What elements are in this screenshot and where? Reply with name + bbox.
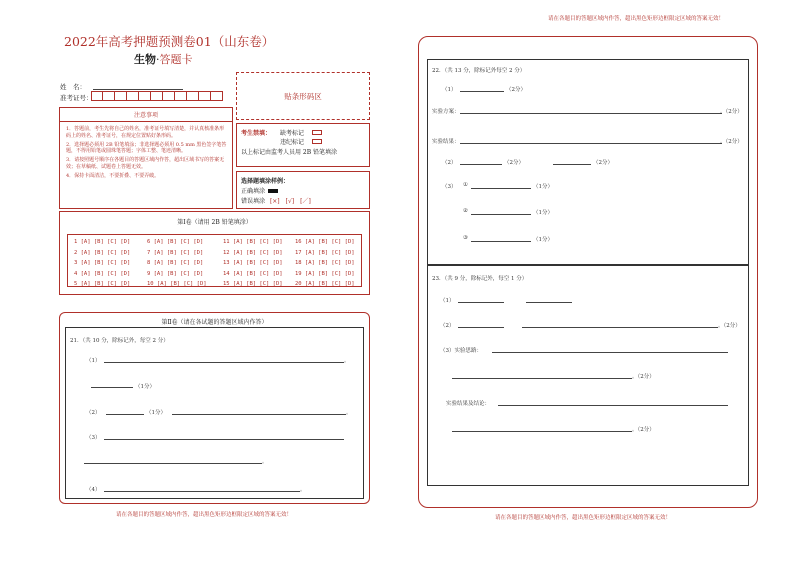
choice-q1[interactable]: 1 [A] [B] [C] [D] <box>74 239 131 246</box>
q22-c3-score: （1分） <box>533 237 553 243</box>
id-field <box>60 93 93 102</box>
notice-title: 注意事项 <box>60 108 232 122</box>
q23-p2-line-b[interactable] <box>522 327 718 328</box>
correct-fill <box>241 186 278 195</box>
card-label: 答题卡 <box>159 53 193 66</box>
q23-res-line-a[interactable] <box>498 405 728 406</box>
choice-row <box>74 237 355 248</box>
q22-plan: 实验方案： <box>432 109 460 115</box>
choice-row <box>74 258 355 269</box>
choice-q3[interactable]: 3 [A] [B] [C] [D] <box>74 260 131 267</box>
choice-q5[interactable]: 5 [A] [B] [C] [D] <box>74 281 131 288</box>
q21-p2-score: （1分） <box>146 410 166 416</box>
subject-dot: · <box>156 53 160 66</box>
choice-q17[interactable]: 17 [A] [B] [C] [D] <box>295 249 355 256</box>
q22-head: 22．（共 13 分，除标记外每空 2 分） <box>432 68 526 74</box>
q22-c3-line[interactable] <box>471 241 531 242</box>
notice-item-4: 4．保持卡面清洁，不要折叠、不要弄破。 <box>66 172 160 179</box>
q22-c2-line[interactable] <box>471 214 531 215</box>
q22-plan-line[interactable] <box>460 113 722 114</box>
q21-p3: （3） <box>86 435 101 441</box>
q21-p2: （2） <box>86 410 101 416</box>
q22-p2-score-a: （2分） <box>504 160 524 166</box>
q23-res: 实验结果及结论： <box>446 401 491 407</box>
choice-q8[interactable]: 8 [A] [B] [C] [D] <box>147 260 204 267</box>
q22-p1-answer-line[interactable] <box>460 91 504 92</box>
q23-head: 23．（共 9 分，除标记外，每空 1 分） <box>432 276 528 282</box>
q21-p1b-answer-line[interactable] <box>91 387 133 388</box>
top-notice: 请在各题目的答题区域内作答，超出黑色矩形边框限定区域的答案无效！ <box>548 16 725 22</box>
q22-result-line[interactable] <box>460 143 722 144</box>
q23-box <box>427 265 749 486</box>
right-page <box>418 36 758 521</box>
wrong-label: 错误填涂 <box>241 198 266 205</box>
q22-c1-score: （1分） <box>533 184 553 190</box>
q23-res-score: 。（2分） <box>632 427 655 433</box>
wrong-fill <box>241 196 311 205</box>
violation-mark[interactable] <box>280 137 322 146</box>
q22-c1-line[interactable] <box>471 188 531 189</box>
q23-p2-line-a[interactable] <box>458 327 504 328</box>
q21-p1-answer-line[interactable] <box>104 362 344 363</box>
q22-result-score: 。（2分） <box>720 139 743 145</box>
q22-p3: （3） <box>442 184 457 190</box>
correct-label: 正确填涂 <box>241 188 266 195</box>
q21-p2-answer-line-b[interactable] <box>172 414 346 415</box>
notice-item-3: 3．请按照题号顺序在各题目的答题区域内作答，超出区域书写的答案无效；在草稿纸、试题卷上答题无效。 <box>66 157 225 170</box>
q22-box <box>427 59 749 265</box>
q23-p1-line-a[interactable] <box>458 302 504 303</box>
q21-box <box>65 327 364 499</box>
choice-q16[interactable]: 16 [A] [B] [C] [D] <box>295 239 355 246</box>
choice-q11[interactable]: 11 [A] [B] [C] [D] <box>223 239 283 246</box>
q21-head: 21．（共 10 分，除标记外，每空 2 分） <box>70 338 169 344</box>
choice-q15[interactable]: 15 [A] [B] [C] [D] <box>223 281 283 288</box>
q22-p2: （2） <box>442 160 457 166</box>
q23-p3-line-b[interactable] <box>452 378 632 379</box>
q21-p1-end: 。 <box>344 358 350 364</box>
q22-p2-line-a[interactable] <box>460 164 502 165</box>
name-underline <box>93 89 183 90</box>
choice-q20[interactable]: 20 [A] [B] [C] [D] <box>295 281 355 288</box>
choice-row <box>74 248 355 259</box>
choice-q12[interactable]: 12 [A] [B] [C] [D] <box>223 249 283 256</box>
q22-c2: ② <box>463 208 468 214</box>
barcode-label: 贴条形码区 <box>284 92 322 101</box>
q21-p1-score: （1分） <box>135 384 155 390</box>
q23-p3-score: 。（2分） <box>632 374 655 380</box>
choice-q6[interactable]: 6 [A] [B] [C] [D] <box>147 239 204 246</box>
q21-p4-answer-line[interactable] <box>104 491 300 492</box>
choice-q13[interactable]: 13 [A] [B] [C] [D] <box>223 260 283 267</box>
q22-plan-score: 。（2分） <box>720 109 743 115</box>
fill-example-box <box>236 171 370 209</box>
choice-q10[interactable]: 10 [A] [B] [C] [D] <box>147 281 207 288</box>
choice-row <box>74 269 355 280</box>
absent-checkbox[interactable] <box>312 130 322 135</box>
choice-q4[interactable]: 4 [A] [B] [C] [D] <box>74 270 131 277</box>
choice-row <box>74 279 355 290</box>
q23-p1-line-b[interactable] <box>526 302 572 303</box>
violation-checkbox[interactable] <box>312 139 322 144</box>
id-label: 准考证号： <box>60 94 93 102</box>
q22-c2-score: （1分） <box>533 210 553 216</box>
choice-grid <box>67 234 362 287</box>
absent-label: 缺考标记 <box>280 130 305 137</box>
violation-label: 违纪标记 <box>280 139 305 146</box>
wrong-marks: [×] [√] [／] <box>269 198 311 205</box>
correct-fill-mark <box>268 189 278 193</box>
choice-q2[interactable]: 2 [A] [B] [C] [D] <box>74 249 131 256</box>
q22-result: 实验结果： <box>432 139 460 145</box>
q21-p4-end: 。 <box>300 487 306 493</box>
q21-p2-answer-line-a[interactable] <box>106 414 144 415</box>
barcode-area <box>236 72 370 120</box>
choice-q14[interactable]: 14 [A] [B] [C] [D] <box>223 270 283 277</box>
id-boxes[interactable] <box>91 91 223 101</box>
page-title: 2022年高考押题预测卷01（山东卷） <box>64 34 275 49</box>
left-footer-notice: 请在各题目的答题区域内作答，超出黑色矩形边框限定区域的答案无效！ <box>116 512 293 518</box>
notice-item-1: 1．答题前，考生先将自己的姓名，准考证号填写清楚，并认真核准条形码上的姓名、准考证号，在规定位置贴好条形码。 <box>66 126 225 139</box>
q22-p1-score: （2分） <box>506 87 526 93</box>
q21-p3-answer-line-a[interactable] <box>104 439 344 440</box>
exam-mark-note: 以上标记由监考人员用 2B 铅笔填涂 <box>241 149 338 156</box>
choice-q18[interactable]: 18 [A] [B] [C] [D] <box>295 260 355 267</box>
q23-p2-score: 。（2分） <box>718 323 741 329</box>
q23-p2: （2） <box>440 323 455 329</box>
section2-box <box>59 312 370 504</box>
q22-p2-line-b[interactable] <box>553 164 591 165</box>
q22-c3: ③ <box>463 235 468 241</box>
q21-p2-end: 。 <box>346 410 352 416</box>
name-field[interactable] <box>60 82 86 91</box>
q21-p3-end: 。 <box>262 459 268 465</box>
section2-title: 第Ⅱ卷（请在各试题的答题区域内作答） <box>161 319 268 326</box>
absent-mark[interactable] <box>280 128 322 137</box>
name-label: 姓 名： <box>60 83 86 91</box>
section1-box <box>59 211 370 295</box>
section1-title: 第Ⅰ卷（请用 2B 铅笔填涂） <box>177 219 252 226</box>
exam-mark-box <box>236 123 370 167</box>
notice-box <box>59 107 233 209</box>
q22-c1: ① <box>463 182 468 188</box>
subject-name: 生物 <box>134 53 156 66</box>
q23-res-line-b[interactable] <box>452 431 632 432</box>
q22-p1: （1） <box>442 87 457 93</box>
q21-p3-answer-line-b[interactable] <box>84 463 262 464</box>
q23-p3-line-a[interactable] <box>492 352 728 353</box>
right-footer-notice: 请在各题目的答题区域内作答，超出黑色矩形边框限定区域的答案无效！ <box>495 515 672 521</box>
choice-q19[interactable]: 19 [A] [B] [C] [D] <box>295 270 355 277</box>
q21-p1: （1） <box>86 358 101 364</box>
q21-p4: （4） <box>86 487 101 493</box>
q23-p1: （1） <box>440 298 455 304</box>
choice-q9[interactable]: 9 [A] [B] [C] [D] <box>147 270 204 277</box>
q22-p2-score-b: （2分） <box>593 160 613 166</box>
choice-q7[interactable]: 7 [A] [B] [C] [D] <box>147 249 204 256</box>
subject-line <box>134 51 193 67</box>
fill-example-title: 选择题填涂样例： <box>241 178 290 185</box>
notice-item-2: 2．选择题必须用 2B 铅笔填涂；非选择题必须用 0.5 mm 黑色签字笔答题，不得用铅笔或圆珠笔答题；字体工整、笔迹清晰。 <box>66 141 227 155</box>
q23-p3: （3）实验思路： <box>440 348 482 354</box>
exam-mark-label: 考生禁填： <box>241 130 272 137</box>
